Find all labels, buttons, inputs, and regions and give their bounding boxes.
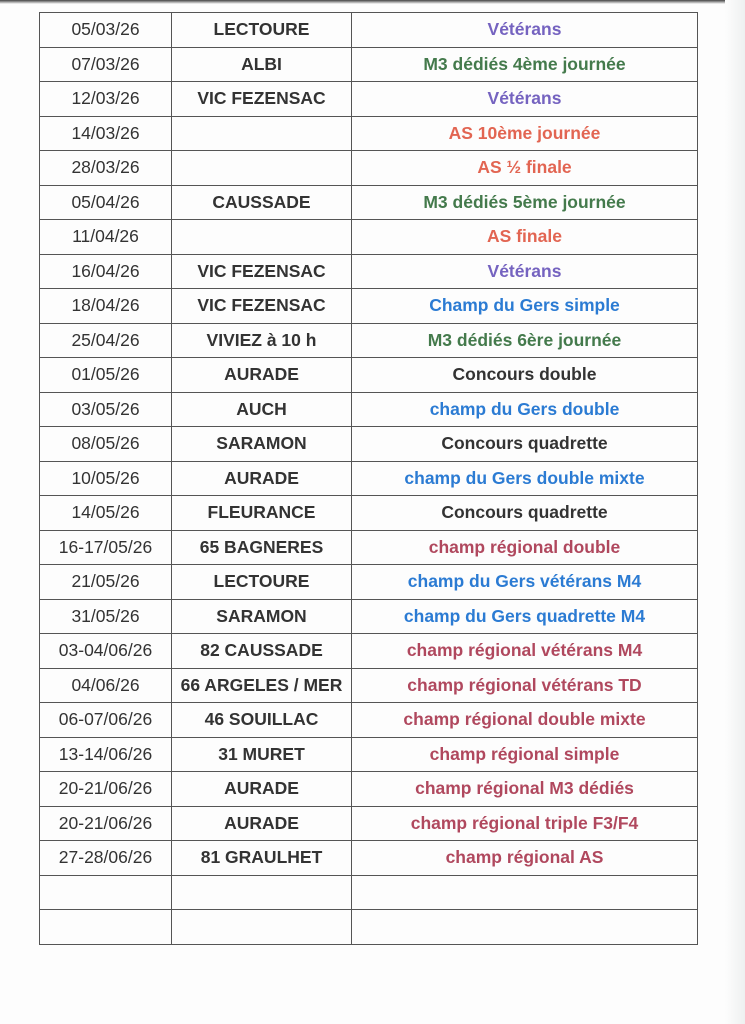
- table-row: [40, 13, 698, 48]
- place-cell: AURADE: [172, 806, 352, 841]
- place-cell: 66 ARGELES / MER: [172, 668, 352, 703]
- date-cell: 03-04/06/26: [40, 634, 172, 669]
- date-cell: 16/04/26: [40, 254, 172, 289]
- place-cell: [172, 910, 352, 945]
- event-cell: AS 10ème journée: [352, 116, 698, 151]
- date-cell: 21/05/26: [40, 565, 172, 600]
- table-row: [40, 875, 698, 910]
- table-row: [40, 185, 698, 220]
- date-cell: 08/05/26: [40, 427, 172, 462]
- scan-edge-top: [0, 0, 745, 4]
- table-row: [40, 737, 698, 772]
- event-cell: champ régional simple: [352, 737, 698, 772]
- date-cell: 18/04/26: [40, 289, 172, 324]
- place-cell: 46 SOUILLAC: [172, 703, 352, 738]
- table-row: [40, 254, 698, 289]
- place-cell: [172, 151, 352, 186]
- table-row: [40, 151, 698, 186]
- table-row: [40, 392, 698, 427]
- date-cell: 20-21/06/26: [40, 806, 172, 841]
- schedule-body: [40, 13, 698, 945]
- table-row: [40, 910, 698, 945]
- event-cell: champ régional double mixte: [352, 703, 698, 738]
- place-cell: VIC FEZENSAC: [172, 289, 352, 324]
- table-row: [40, 668, 698, 703]
- event-cell: [352, 875, 698, 910]
- event-cell: champ régional double: [352, 530, 698, 565]
- date-cell: 05/03/26: [40, 13, 172, 48]
- date-cell: 25/04/26: [40, 323, 172, 358]
- place-cell: VIC FEZENSAC: [172, 254, 352, 289]
- table-row: [40, 427, 698, 462]
- date-cell: 12/03/26: [40, 82, 172, 117]
- event-cell: AS ½ finale: [352, 151, 698, 186]
- date-cell: 10/05/26: [40, 461, 172, 496]
- place-cell: SARAMON: [172, 599, 352, 634]
- date-cell: 16-17/05/26: [40, 530, 172, 565]
- place-cell: AUCH: [172, 392, 352, 427]
- table-row: [40, 82, 698, 117]
- table-row: [40, 323, 698, 358]
- place-cell: AURADE: [172, 358, 352, 393]
- event-cell: M3 dédiés 4ème journée: [352, 47, 698, 82]
- scan-edge-right: [725, 0, 745, 1024]
- date-cell: 27-28/06/26: [40, 841, 172, 876]
- date-cell: 06-07/06/26: [40, 703, 172, 738]
- place-cell: VIVIEZ à 10 h: [172, 323, 352, 358]
- date-cell: 11/04/26: [40, 220, 172, 255]
- place-cell: CAUSSADE: [172, 185, 352, 220]
- table-row: [40, 599, 698, 634]
- place-cell: ALBI: [172, 47, 352, 82]
- event-cell: Concours quadrette: [352, 496, 698, 531]
- place-cell: [172, 875, 352, 910]
- date-cell: 01/05/26: [40, 358, 172, 393]
- table-row: [40, 634, 698, 669]
- date-cell: 05/04/26: [40, 185, 172, 220]
- event-cell: Vétérans: [352, 254, 698, 289]
- event-cell: champ du Gers quadrette M4: [352, 599, 698, 634]
- date-cell: 14/05/26: [40, 496, 172, 531]
- schedule-table: [39, 12, 698, 945]
- place-cell: AURADE: [172, 772, 352, 807]
- date-cell: 28/03/26: [40, 151, 172, 186]
- event-cell: M3 dédiés 5ème journée: [352, 185, 698, 220]
- place-cell: 65 BAGNERES: [172, 530, 352, 565]
- place-cell: 81 GRAULHET: [172, 841, 352, 876]
- table-row: [40, 496, 698, 531]
- event-cell: champ régional vétérans M4: [352, 634, 698, 669]
- place-cell: [172, 220, 352, 255]
- date-cell: [40, 910, 172, 945]
- table-row: [40, 461, 698, 496]
- event-cell: champ du Gers double: [352, 392, 698, 427]
- event-cell: Vétérans: [352, 13, 698, 48]
- event-cell: champ du Gers double mixte: [352, 461, 698, 496]
- event-cell: champ régional M3 dédiés: [352, 772, 698, 807]
- date-cell: 03/05/26: [40, 392, 172, 427]
- event-cell: Champ du Gers simple: [352, 289, 698, 324]
- place-cell: LECTOURE: [172, 565, 352, 600]
- event-cell: champ régional vétérans TD: [352, 668, 698, 703]
- table-row: [40, 703, 698, 738]
- event-cell: AS finale: [352, 220, 698, 255]
- place-cell: LECTOURE: [172, 13, 352, 48]
- date-cell: 20-21/06/26: [40, 772, 172, 807]
- table-row: [40, 565, 698, 600]
- date-cell: 31/05/26: [40, 599, 172, 634]
- event-cell: [352, 910, 698, 945]
- place-cell: 31 MURET: [172, 737, 352, 772]
- table-row: [40, 358, 698, 393]
- date-cell: 04/06/26: [40, 668, 172, 703]
- place-cell: SARAMON: [172, 427, 352, 462]
- place-cell: FLEURANCE: [172, 496, 352, 531]
- event-cell: M3 dédiés 6ère journée: [352, 323, 698, 358]
- table-row: [40, 47, 698, 82]
- place-cell: 82 CAUSSADE: [172, 634, 352, 669]
- date-cell: 13-14/06/26: [40, 737, 172, 772]
- date-cell: 07/03/26: [40, 47, 172, 82]
- table-row: [40, 841, 698, 876]
- event-cell: champ du Gers vétérans M4: [352, 565, 698, 600]
- place-cell: AURADE: [172, 461, 352, 496]
- event-cell: champ régional triple F3/F4: [352, 806, 698, 841]
- place-cell: VIC FEZENSAC: [172, 82, 352, 117]
- table-row: [40, 116, 698, 151]
- event-cell: champ régional AS: [352, 841, 698, 876]
- date-cell: [40, 875, 172, 910]
- date-cell: 14/03/26: [40, 116, 172, 151]
- table-row: [40, 806, 698, 841]
- place-cell: [172, 116, 352, 151]
- table-row: [40, 220, 698, 255]
- table-row: [40, 289, 698, 324]
- event-cell: Concours quadrette: [352, 427, 698, 462]
- event-cell: Vétérans: [352, 82, 698, 117]
- table-row: [40, 530, 698, 565]
- event-cell: Concours double: [352, 358, 698, 393]
- table-row: [40, 772, 698, 807]
